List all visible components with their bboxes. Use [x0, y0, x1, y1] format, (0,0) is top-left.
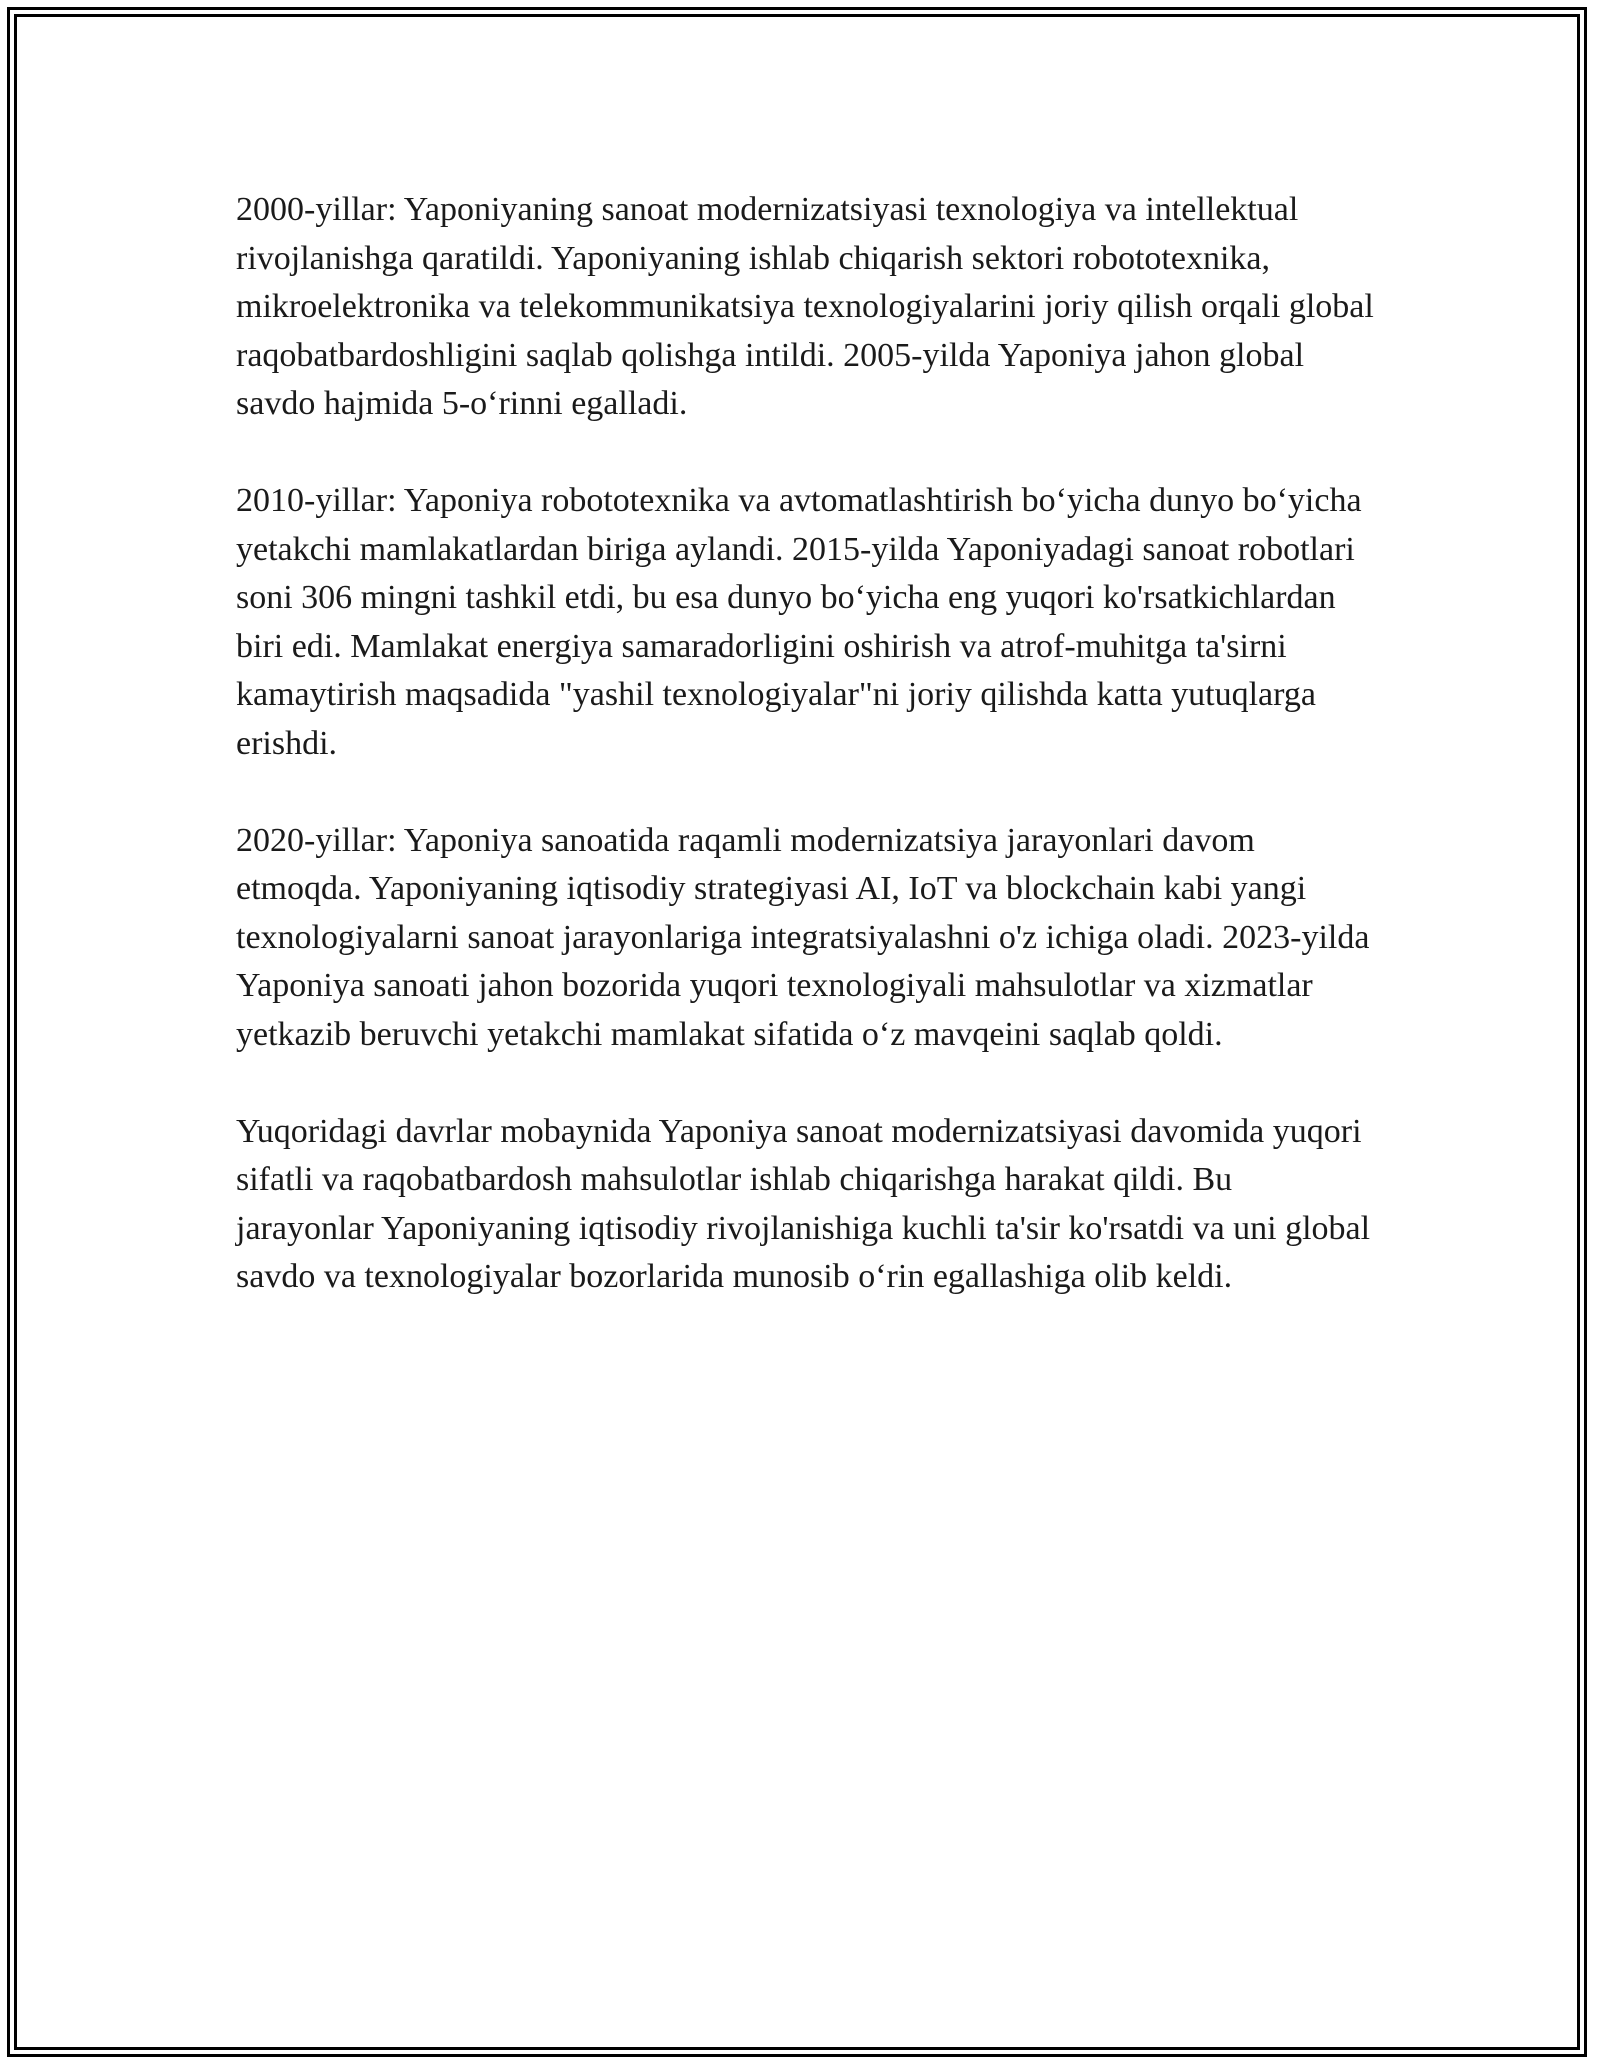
paragraph-conclusion: Yuqoridagi davrlar mobaynida Yaponiya sanoat modernizatsiyasi davomida yuqori sifatli va raqobatbardosh mahsulotlar ishlab chiqarishga harakat qildi. Bu jarayonlar Yaponiyaning iqtisodiy rivojlanishiga kuchli ta'sir ko'rsatdi va uni global savdo va texnologiyalar bozorlarida munosib o‘rin egallashiga olib keldi. [236, 1112, 1371, 1295]
paragraph-2010s: 2010-yillar: Yaponiya robototexnika va avtomatlashtirish bo‘yicha dunyo bo‘yicha yetakchi mamlakatlardan biriga aylandi. 2015-yilda Yaponiyadagi sanoat robotlari soni 306 mingni tashkil etdi, bu esa dunyo bo‘yicha eng yuqori ko'rsatkichlardan biri edi. Mamlakat energiya samaradorligini oshirish va atrof-muhitga ta'sirni kamaytirish maqsadida "yashil texnologiyalar"ni joriy qilishda katta yutuqlarga erishdi. [236, 482, 1362, 762]
document-body [236, 186, 1376, 1350]
paragraph-2020s: 2020-yillar: Yaponiya sanoatida raqamli modernizatsiya jarayonlari davom etmoqda. Yaponiyaning iqtisodiy strategiyasi AI, IoT va blockchain kabi yangi texnologiyalarni sanoat jarayonlariga integratsiyalashni o'z ichiga oladi. 2023-yilda Yaponiya sanoati jahon bozorida yuqori texnologiyali mahsulotlar va xizmatlar yetkazib beruvchi yetakchi mamlakat sifatida o‘z mavqeini saqlab qoldi. [236, 821, 1370, 1053]
paragraph-2000s: 2000-yillar: Yaponiyaning sanoat modernizatsiyasi texnologiya va intellektual rivojlanishga qaratildi. Yaponiyaning ishlab chiqarish sektori robototexnika, mikroelektronika va telekommunikatsiya texnologiyalarini joriy qilish orqali global raqobatbardoshligini saqlab qolishga intildi. 2005-yilda Yaponiya jahon global savdo hajmida 5-o‘rinni egalladi. [236, 191, 1374, 422]
